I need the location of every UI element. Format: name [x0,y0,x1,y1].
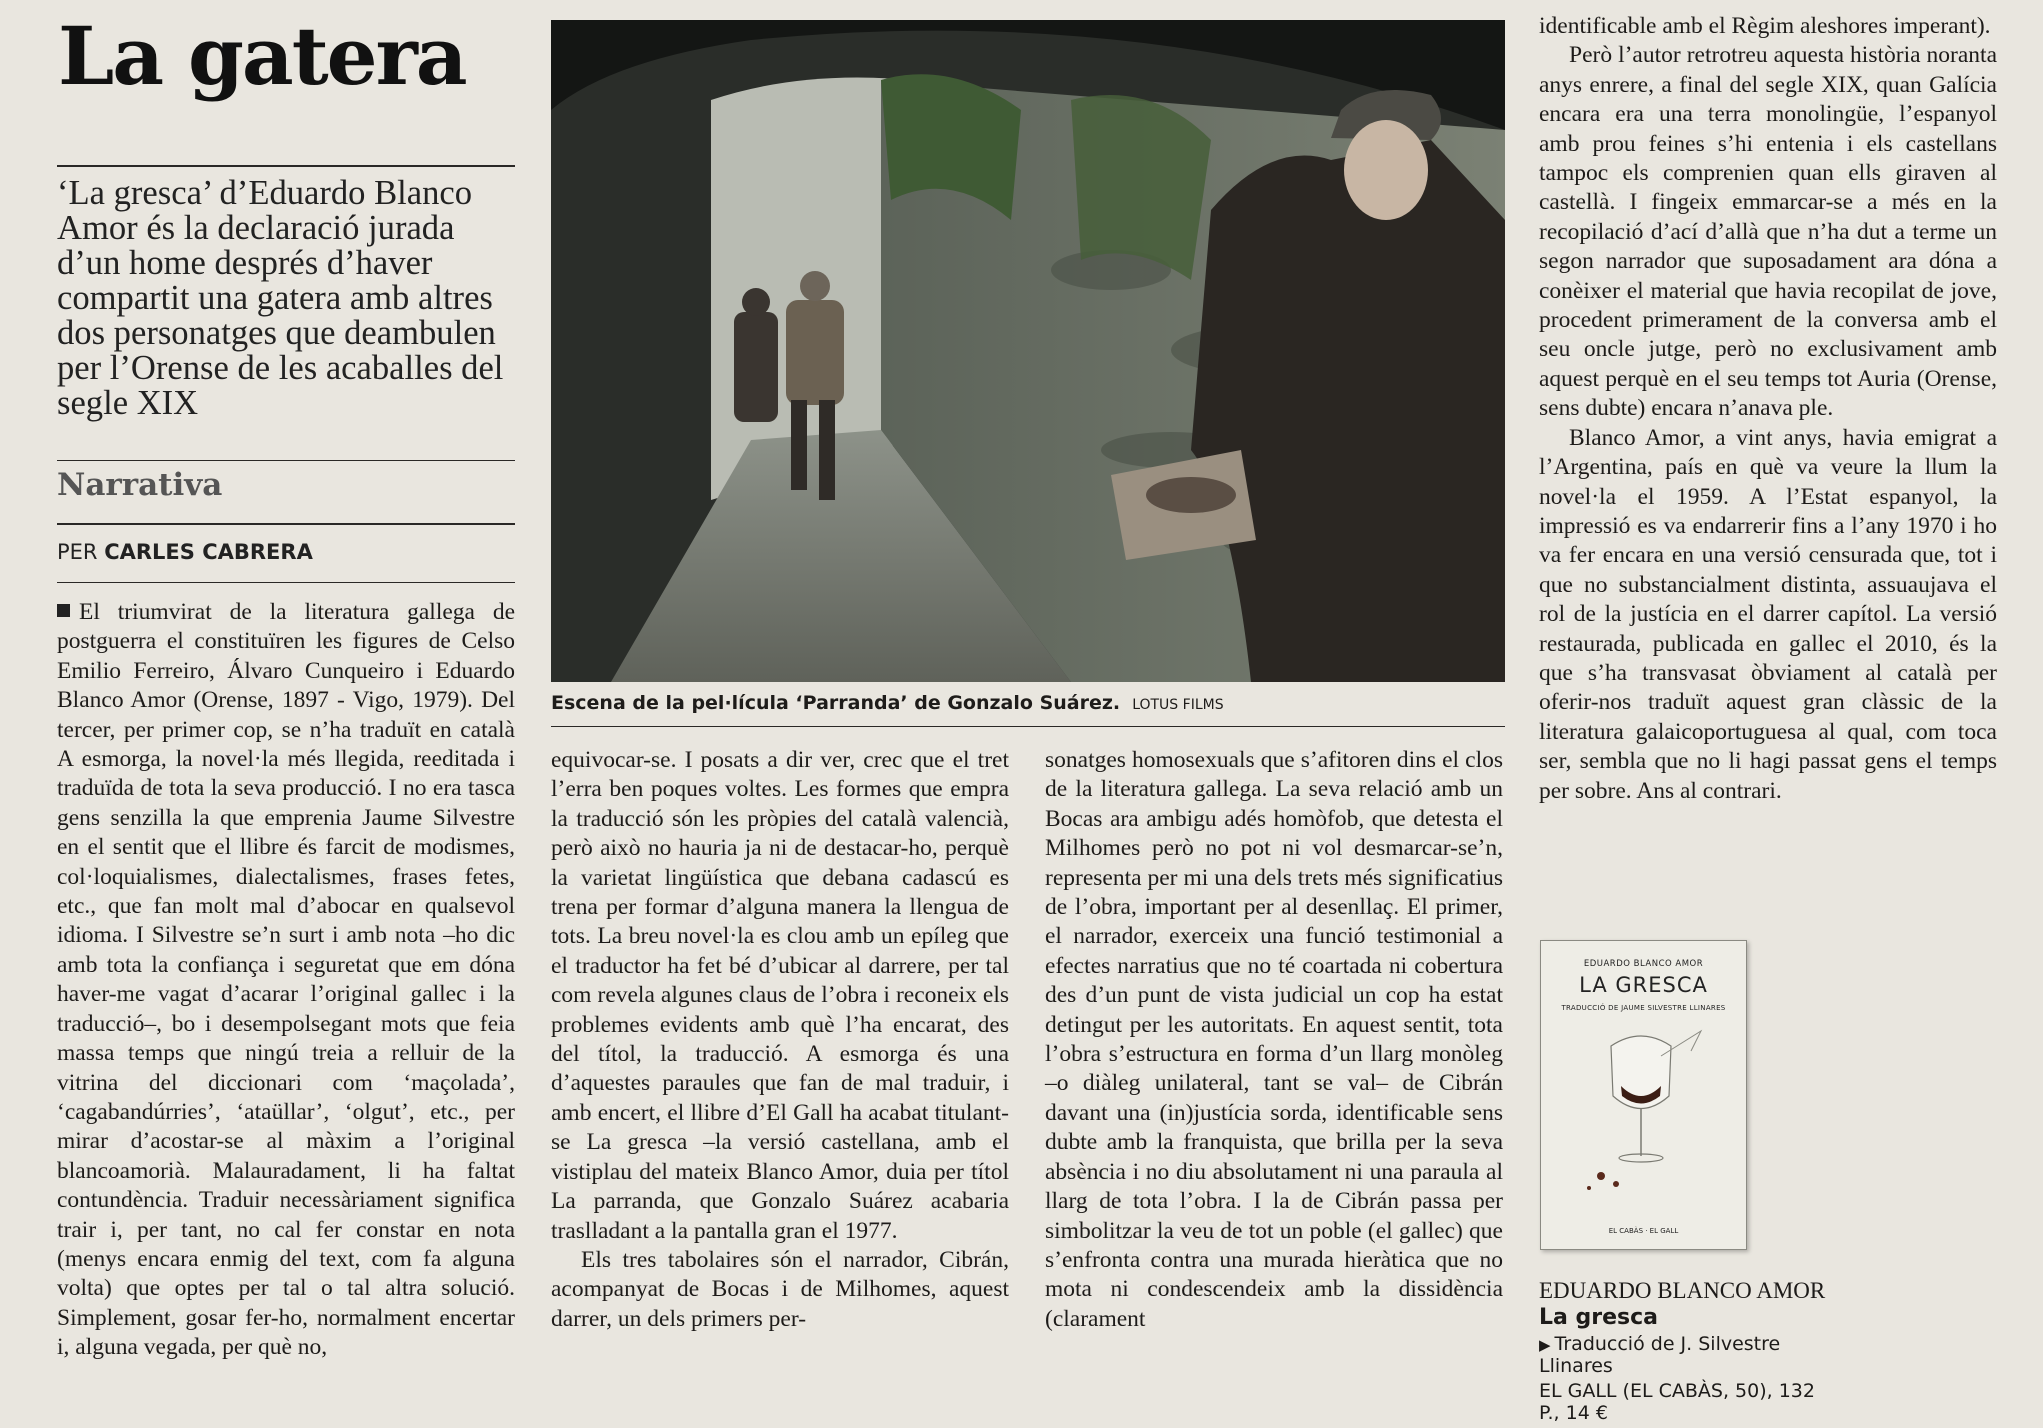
body-paragraph: Blanco Amor, a vint anys, havia emigrat a l’Argentina, país en què va veure la llum la novel·la el 1959. A l’Estat espanyol, la impressió es va endarrerir fins a l’any 1970 i ho va fer encara en una versió censurada que, tot i que no substancialment distinta, assuaujava el rol de la justícia en el darrer capítol. La versió restaurada, publicada en gallec el 2010, és la que s’ha transvasat òbviament al català per oferir-nos traduït aquest gran clàssic de la literatura galaicoportuguesa al qual, com toca ser, sembla que no li hagi passat gens el temps per sobre. Ans al contrari. [1539,424,1997,804]
body-paragraph: identificable amb el Règim aleshores imperant). [1539,13,1991,39]
cover-publisher: EL CABÀS · EL GALL [1608,1227,1679,1235]
lede-rule [57,460,515,461]
body-paragraph: sonatges homosexuals que s’afitoren dins el clos de la literatura gallega. La seva relació amb un Bocas ara ambigu adés homòfob, que detesta el Milhomes però no pot ni vol desmarcar-se’n, representa per mi una dels trets més significatius de l’obra, important per al desenllaç. El primer, el narrador, exerceix una funció testimonial a efectes narratius que no té coartada ni cobertura des d’un punt de vista judicial un cop ha estat detingut per les autoritats. En aquest sentit, tota l’obra s’estructura en forma d’un llarg monòleg –o diàleg unilateral, tant se val– de Cibrán davant una (in)justícia sorda, identificable sens dubte amb la franquista, que brilla per la seva absència i no diu absolutament ni una paraula al llarg de tota l’obra. I la de Cibrán passa per simbolitzar la veu de tot un poble (el gallec) que s’enfronta contra una murada hieràtica que no mota ni condescendeix amb la dissidència (clarament [1045,747,1503,1332]
film-still-illustration [551,20,1505,682]
book-cover [1540,940,1747,1250]
body-column-3 [1045,746,1503,1334]
book-publisher: EL GALL (EL CABÀS, 50), 132 P., 14 € [1539,1380,1815,1424]
section-label: Narrativa [57,467,223,503]
body-column-1 [57,598,515,1363]
wine-glass-icon [1541,1026,1746,1196]
body-paragraph: El triumvirat de la literatura gallega de postguerra el constituïren les figures de Celso Emilio Ferreiro, Álvaro Cunqueiro i Eduardo Blanco Amor (Orense, 1897 - Vigo, 1979). Del tercer, per primer cop, se n’ha traduït en català A esmorga, la novel·la més llegida, reeditada i traduïda de tota la seva producció. I no era tasca gens senzilla la que emprenia Jaume Silvestre en el sentit que el llibre és farcit de modismes, col·loquialismes, dialectalismes, frases fetes, etc., que fan molt mal d’abocar en qualsevol idioma. I Silvestre se’n surt i amb nota –ho dic amb tota la confiança i seguretat que em dóna haver-me vagat d’acarar l’original gallec i la traducció–, bo i desempolsegant mots que feia massa temps que ningú treia a relluir de la vitrina del diccionari com ‘maçolada’, ‘cagabandúrries’, ‘ataüllar’, ‘olgut’, etc., per mirar d’acostar-se al màxim a l’original blancoamorià. Malauradament, li ha faltat contundència. Traduir necessàriament significa trair i, per tant, no cal fer constar en nota (menys encara enmig del text, com fa alguna volta) que optes per tal o tal altra solució. Simplement, gosar fer-ho, normalment encertar i, alguna vegada, per què no, [57,599,515,1361]
byline [57,540,313,564]
caption-text: Escena de la pel·lícula ‘Parranda’ de Gonzalo Suárez. [551,692,1121,714]
book-author: EDUARDO BLANCO AMOR [1539,1278,1826,1303]
article-title: La gatera [58,9,466,103]
cover-author: EDUARDO BLANCO AMOR [1583,959,1704,969]
cover-title: LA GRESCA [1579,973,1708,997]
paragraph-bullet-icon [57,604,70,617]
cover-translator: TRADUCCIÓ DE JAUME SILVESTRE LLINARES [1561,1004,1726,1012]
body-paragraph: Els tres tabolaires són el narrador, Cibrán, acompanyat de Bocas i de Milhomes, aquest darrer, un dels primers per- [551,1246,1009,1332]
body-column-4 [1539,12,1997,806]
title-rule [57,165,515,167]
photo-caption [551,692,1505,714]
byline-rule [57,582,515,583]
article-lede: ‘La gresca’ d’Eduardo Blanco Amor és la declaració jurada d’un home després d’haver compartit una gatera amb altres dos personatges que deambulen per l’Orense de les acaballes del segle XIX [57,174,504,422]
body-column-2 [551,746,1009,1334]
triangle-bullet-icon: ▶ [1539,1336,1551,1354]
book-translator: Traducció de J. Silvestre Llinares [1539,1333,1781,1377]
film-still-photo [551,20,1505,682]
book-info [1539,1278,1829,1424]
body-paragraph: Però l’autor retrotreu aquesta història noranta anys enrere, a final del segle XIX, quan Galícia encara era una terra monolingüe, l’espanyol amb prou feines s’hi entenia i els castellans tampoc els comprenien quan ells giraven al castellà. I fingeix emmarcar-se a més en la recopilació d’ací d’allà que n’ha dut a terme un segon narrador que suposadament ara dóna a conèixer el material que havia recopilat de jove, procedent primerament de la conversa amb el seu oncle jutge, però no exclusivament amb aquest perquè en el seu temps tot Auria (Orense, sens dubte) encara n’anava ple. [1539,42,1997,422]
book-translator-line [1539,1333,1829,1377]
book-title: La gresca [1539,1305,1659,1330]
photo-credit: LOTUS FILMS [1132,697,1224,713]
body-paragraph: equivocar-se. I posats a dir ver, crec que el tret l’erra ben poques voltes. Les formes que empra la traducció són les pròpies del català valencià, però això no hauria ja ni de destacar-ho, perquè la varietat lingüística que debana cadascú es trena per formar d’alguna manera la llengua de tots. La breu novel·la es clou amb un epíleg que el traductor ha fet bé d’ubicar al darrere, per tal com revela algunes claus de l’obra i reconeix els problemes evidents amb què l’ha encarat, des del títol, la traducció. A esmorga és una d’aquestes paraules que fan de mal traduir, i amb encert, el llibre d’El Gall ha acabat titulant-se La gresca –la versió castellana, amb el vistiplau del mateix Blanco Amor, duia per títol La parranda, que Gonzalo Suárez acabaria traslladant a la pantalla gran el 1977. [551,747,1009,1244]
byline-author: CARLES CABRERA [104,540,313,564]
section-rule [57,523,515,525]
caption-rule [551,726,1505,727]
byline-prefix: PER [57,540,98,564]
